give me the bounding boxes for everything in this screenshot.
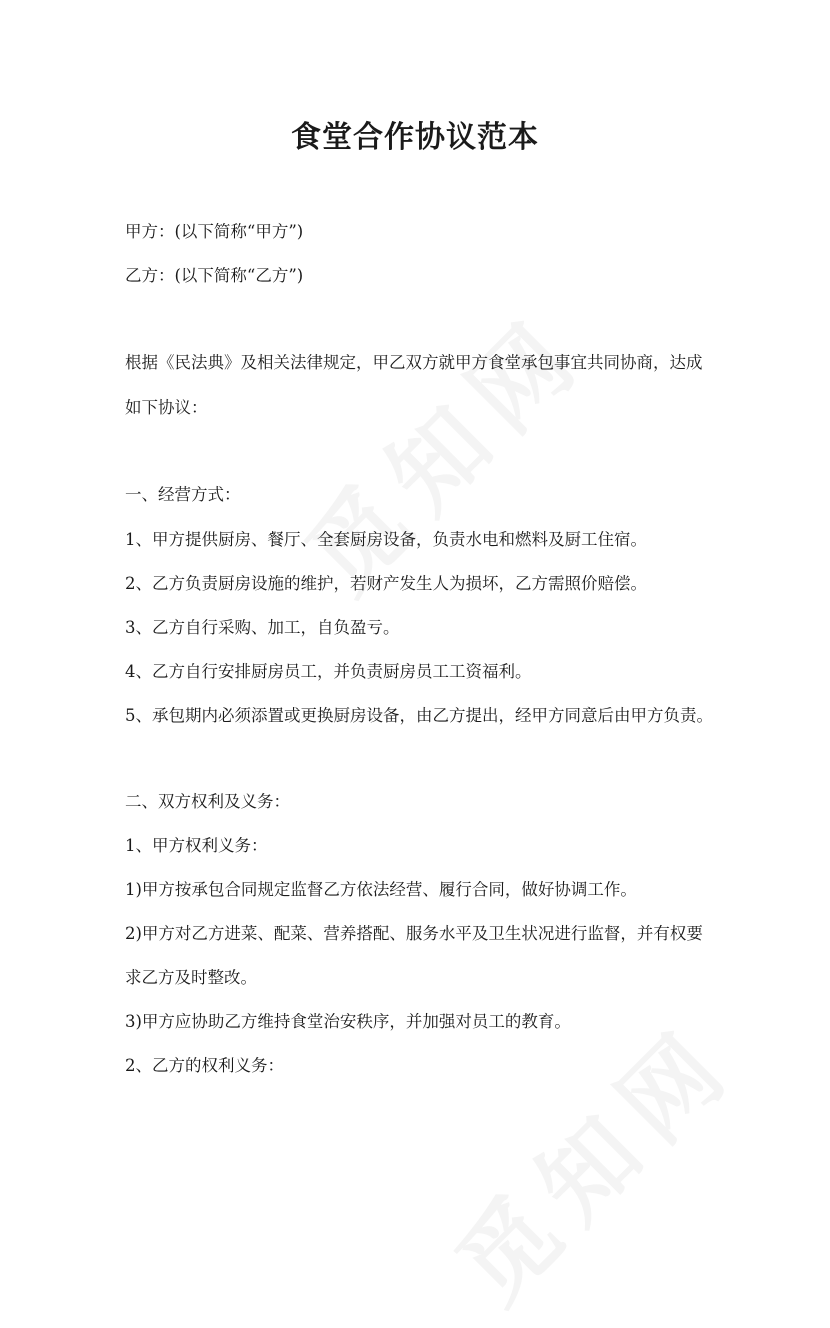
clause-line: 1)甲方按承包合同规定监督乙方依法经营、履行合同，做好协调工作。	[125, 880, 637, 899]
clause-line: 3、乙方自行采购、加工，自负盈亏。	[125, 618, 400, 637]
section-heading: 一、经营方式：	[125, 485, 241, 504]
subsection-heading: 1、甲方权利义务：	[125, 836, 268, 855]
watermark	[422, 989, 761, 1328]
clause-line: 2、乙方负责厨房设施的维护，若财产发生人为损坏，乙方需照价赔偿。	[125, 574, 647, 593]
subsection-heading: 2、乙方的权利义务：	[125, 1056, 284, 1075]
preamble-line: 如下协议：	[125, 398, 208, 417]
clause-line: 3)甲方应协助乙方维持食堂治安秩序，并加强对员工的教育。	[125, 1012, 571, 1031]
clause-line: 5、承包期内必须添置或更换厨房设备，由乙方提出，经甲方同意后由甲方负责。	[125, 706, 713, 725]
party-a-line: 甲方：(以下简称“甲方”)	[125, 222, 304, 241]
clause-line: 1、甲方提供厨房、餐厅、全套厨房设备，负责水电和燃料及厨工住宿。	[125, 530, 647, 549]
clause-line: 4、乙方自行安排厨房员工，并负责厨房员工工资福利。	[125, 662, 532, 681]
preamble-line: 根据《民法典》及相关法律规定，甲乙双方就甲方食堂承包事宜共同协商，达成	[125, 353, 703, 372]
watermark	[272, 279, 611, 618]
document-title: 食堂合作协议范本	[291, 120, 539, 155]
clause-line: 2)甲方对乙方进菜、配菜、营养搭配、服务水平及卫生状况进行监督，并有权要	[125, 924, 703, 943]
section-heading: 二、双方权利及义务：	[125, 792, 290, 811]
party-b-line: 乙方：(以下简称“乙方”)	[125, 266, 304, 285]
clause-line: 求乙方及时整改。	[125, 968, 257, 987]
